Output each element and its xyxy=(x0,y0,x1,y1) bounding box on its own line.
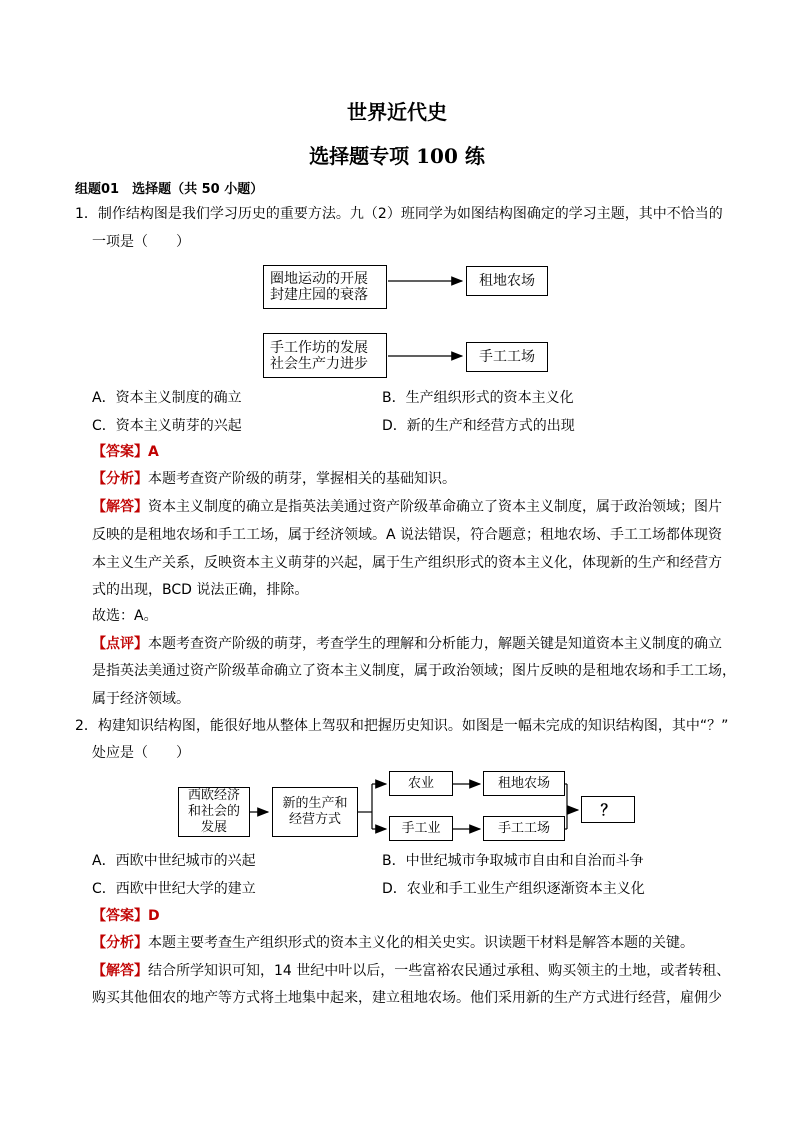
q2-box-agriculture-label: 农业 xyxy=(407,775,434,791)
q2-box-development-line1: 西欧经济 xyxy=(187,788,240,803)
q2-analysis-text: 本题主要考查生产组织形式的资本主义化的相关史实。识读题干材料是解答本题的关键。 xyxy=(148,935,694,951)
q1-box-enclosure-line2: 封建庄园的衰落 xyxy=(270,287,368,303)
q2-option-b: B．中世纪城市争取城市自由和自治而斗争 xyxy=(382,853,644,869)
q1-option-a: A．资本主义制度的确立 xyxy=(92,390,242,406)
q2-answer-tag: 【答案】 xyxy=(92,908,148,924)
q1-option-c: C．资本主义萌芽的兴起 xyxy=(92,418,242,434)
q2-stem-line1: 2．构建知识结构图，能很好地从整体上驾驭和把握历史知识。如图是一幅未完成的知识结构图，其中“？” xyxy=(75,718,729,734)
q2-analysis xyxy=(92,933,694,953)
q1-conclusion: 故选：A。 xyxy=(92,608,158,624)
q1-solution-line4: 式的出现，BCD 说法正确，排除。 xyxy=(92,582,309,598)
q2-solution-tag: 【解答】 xyxy=(92,963,148,979)
q2-stem-line2: 处应是（ ） xyxy=(92,745,190,761)
q2-box-handicraft-label: 手工业 xyxy=(401,820,441,836)
q1-comment-text1: 本题考查资产阶级的萌芽，考查学生的理解和分析能力，解题关键是知道资本主义制度的确立 xyxy=(148,636,722,652)
q2-answer xyxy=(92,906,160,926)
q1-box-enclosure-line1: 圈地运动的开展 xyxy=(270,271,368,287)
q2-box-lease-farm-label: 租地农场 xyxy=(497,775,550,791)
q2-answer-value: D xyxy=(148,908,160,924)
q1-box-lease-farm-label: 租地农场 xyxy=(479,273,535,289)
q1-stem-line1: 1．制作结构图是我们学习历史的重要方法。九（2）班同学为如图结构图确定的学习主题，其中不恰当的 xyxy=(75,206,723,222)
q2-option-c: C．西欧中世纪大学的建立 xyxy=(92,881,256,897)
q2-box-new-mode-line1: 新的生产和 xyxy=(282,796,348,811)
q1-analysis-tag: 【分析】 xyxy=(92,471,148,487)
q1-analysis-text: 本题考查资产阶级的萌芽，掌握相关的基础知识。 xyxy=(148,471,456,487)
q1-option-b: B．生产组织形式的资本主义化 xyxy=(382,390,574,406)
q1-option-d: D．新的生产和经营方式的出现 xyxy=(382,418,575,434)
q2-box-development-line3: 发展 xyxy=(200,820,227,835)
q2-box-development-line2: 和社会的 xyxy=(187,804,240,819)
q1-answer-value: A xyxy=(148,444,159,460)
q2-solution-text1: 结合所学知识可知，14 世纪中叶以后，一些富裕农民通过承租、购买领主的土地，或者转租、 xyxy=(148,963,731,979)
q2-solution-line1 xyxy=(92,961,730,981)
q2-solution-line2: 购买其他佃农的地产等方式将土地集中起来，建立租地农场。他们采用新的生产方式进行经营，雇佣少 xyxy=(92,990,722,1006)
q1-comment-line2: 是指英法美通过资产阶级革命确立了资本主义制度，属于政治领域；图片反映的是租地农场和手工工场， xyxy=(92,663,736,679)
section-heading: 组题01 选择题（共 50 小题） xyxy=(75,182,264,197)
page-subtitle: 选择题专项 100 练 xyxy=(309,144,485,168)
q2-option-a: A．西欧中世纪城市的兴起 xyxy=(92,853,256,869)
q2-box-new-mode-line2: 经营方式 xyxy=(288,812,341,827)
q2-box-question-label: ？ xyxy=(600,800,616,819)
q1-solution-text1: 资本主义制度的确立是指英法美通过资产阶级革命确立了资本主义制度，属于政治领域；图片 xyxy=(148,499,722,515)
q1-solution-line2: 反映的是租地农场和手工工场，属于经济领域。A 说法错误，符合题意；租地农场、手工工场都体现资 xyxy=(92,527,723,543)
page-title: 世界近代史 xyxy=(347,100,447,124)
q1-box-workshop-line2: 社会生产力进步 xyxy=(270,355,368,372)
q2-option-d: D．农业和手工业生产组织逐渐资本主义化 xyxy=(382,881,645,897)
q2-analysis-tag: 【分析】 xyxy=(92,935,148,951)
q1-box-manufactory-label: 手工工场 xyxy=(479,349,535,365)
q1-answer-tag: 【答案】 xyxy=(92,444,148,460)
q1-box-workshop-line1: 手工作坊的发展 xyxy=(270,339,368,356)
q1-comment-tag: 【点评】 xyxy=(92,636,148,652)
q1-comment-line3: 属于经济领域。 xyxy=(92,691,190,707)
q1-stem-line2: 一项是（ ） xyxy=(92,234,190,250)
q1-solution-line3: 本主义生产关系，反映资本主义萌芽的兴起，属于生产组织形式的资本主义化，体现新的生产和经营方 xyxy=(92,555,722,571)
q1-solution-tag: 【解答】 xyxy=(92,499,148,515)
q2-box-manufactory-label: 手工工场 xyxy=(497,820,550,836)
